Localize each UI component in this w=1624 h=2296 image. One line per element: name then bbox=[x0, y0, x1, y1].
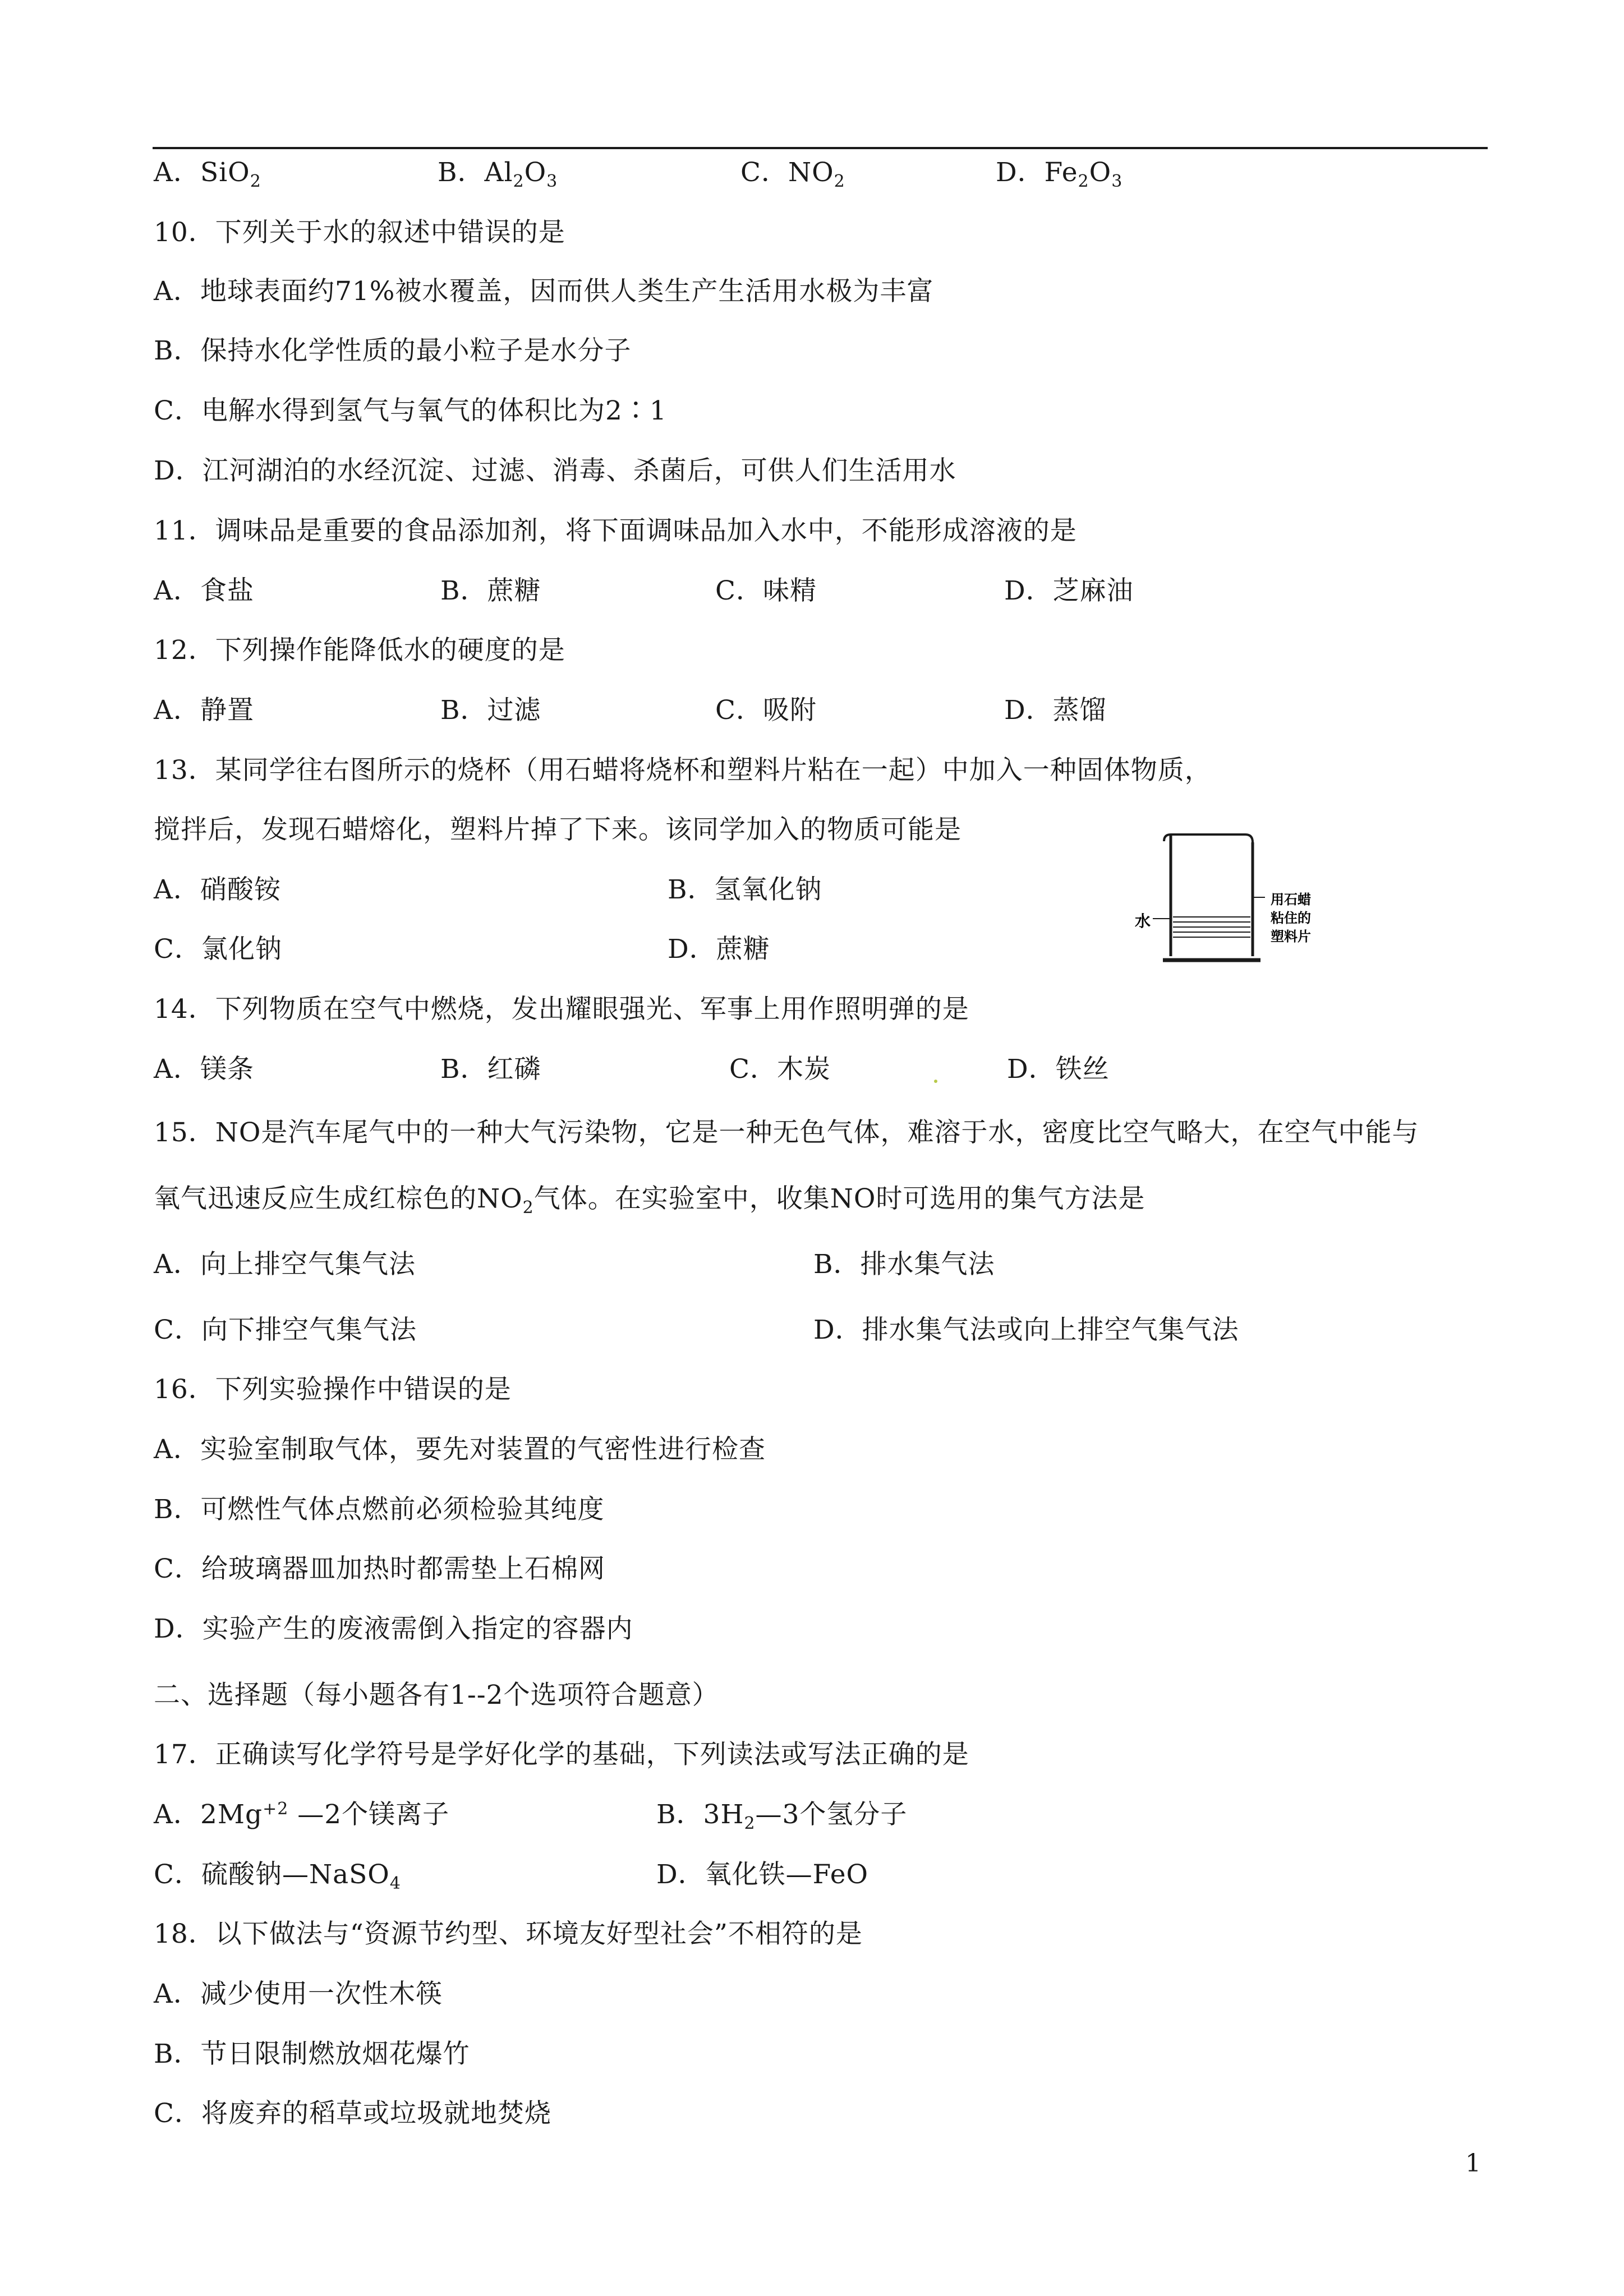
wax-label-line1: 用石蜡 bbox=[1271, 892, 1311, 907]
q11-option-b: B．蔗糖 bbox=[440, 575, 541, 606]
q16-option-b: B．可燃性气体点燃前必须检验其纯度 bbox=[154, 1494, 605, 1525]
q11-option-c: C．味精 bbox=[715, 575, 817, 606]
q18-option-a: A．减少使用一次性木筷 bbox=[154, 1979, 443, 2009]
page-number: 1 bbox=[1465, 2149, 1481, 2178]
q16-option-d: D．实验产生的废液需倒入指定的容器内 bbox=[154, 1613, 633, 1644]
q11-option-d: D．芝麻油 bbox=[1004, 575, 1134, 606]
q18-stem: 18．以下做法与“资源节约型、环境友好型社会”不相符的是 bbox=[154, 1919, 863, 1949]
q16-option-c: C．给玻璃器皿加热时都需垫上石棉网 bbox=[154, 1553, 605, 1584]
q14-option-d: D．铁丝 bbox=[1007, 1054, 1110, 1085]
q15-option-d: D．排水集气法或向上排空气集气法 bbox=[813, 1315, 1239, 1345]
q12-option-d: D．蒸馏 bbox=[1004, 695, 1107, 726]
q17-option-b: B．$3H_2—3$个氢分子 bbox=[656, 1799, 908, 1833]
q14-stem: 14．下列物质在空气中燃烧，发出耀眼强光、军事上用作照明弹的是 bbox=[154, 994, 969, 1025]
q11-option-a: A．食盐 bbox=[154, 575, 254, 606]
q12-option-b: B．过滤 bbox=[440, 695, 541, 726]
q17-option-a: A．$2Mg^{+2}$ —2个镁离子 bbox=[154, 1799, 450, 1830]
q13-stem-line1: 13．某同学往右图所示的烧杯（用石蜡将烧杯和塑料片粘在一起）中加入一种固体物质， bbox=[154, 755, 1212, 786]
q15-stem-line2: 氧气迅速反应生成红棕色的$NO_2$气体。在实验室中，收集NO时可选用的集气方法是 bbox=[154, 1183, 1145, 1218]
q15-stem-line1: 15．NO是汽车尾气中的一种大气污染物，它是一种无色气体，难溶于水，密度比空气略大，在空气中能与 bbox=[154, 1117, 1419, 1148]
wax-label-line2: 粘住的 bbox=[1271, 910, 1311, 926]
q9-option-b: B．$Al_2O_3$ bbox=[438, 157, 558, 191]
q13-option-d: D．蔗糖 bbox=[668, 934, 770, 965]
q10-option-c: C．电解水得到氢气与氧气的体积比为2∶1 bbox=[154, 395, 667, 426]
q12-option-c: C．吸附 bbox=[715, 695, 817, 726]
q10-option-b: B．保持水化学性质的最小粒子是水分子 bbox=[154, 335, 632, 366]
q13-option-b: B．氢氧化钠 bbox=[668, 874, 822, 905]
q17-option-d: D．氧化铁—FeO bbox=[656, 1859, 869, 1890]
q11-stem: 11．调味品是重要的食品添加剂，将下面调味品加入水中，不能形成溶液的是 bbox=[154, 515, 1077, 546]
section-2-heading: 二、选择题（每小题各有1--2个选项符合题意） bbox=[154, 1680, 719, 1711]
header-rule bbox=[153, 147, 1488, 149]
wax-label-line3: 塑料片 bbox=[1271, 929, 1311, 944]
q10-stem: 10．下列关于水的叙述中错误的是 bbox=[154, 217, 565, 248]
q13-option-a: A．硝酸铵 bbox=[154, 874, 281, 905]
q17-option-c: C．硫酸钠—NaSO$_4$ bbox=[154, 1859, 401, 1893]
q18-option-c: C．将废弃的稻草或垃圾就地焚烧 bbox=[154, 2098, 551, 2129]
q10-option-a: A．地球表面约71%被水覆盖，因而供人类生产生活用水极为丰富 bbox=[154, 276, 934, 307]
water-label: 水 bbox=[1135, 912, 1151, 930]
q9-option-c: C．$NO_2$ bbox=[740, 157, 845, 191]
q12-stem: 12．下列操作能降低水的硬度的是 bbox=[154, 635, 565, 666]
q13-option-c: C．氯化钠 bbox=[154, 934, 282, 965]
q15-option-c: C．向下排空气集气法 bbox=[154, 1315, 417, 1345]
q12-option-a: A．静置 bbox=[154, 695, 254, 726]
q14-option-b: B．红磷 bbox=[440, 1054, 541, 1085]
beaker-figure bbox=[1130, 830, 1377, 976]
q9-option-a: A．SiO$_2$ bbox=[154, 157, 261, 191]
q10-option-d: D．江河湖泊的水经沉淀、过滤、消毒、杀菌后，可供人们生活用水 bbox=[154, 455, 956, 486]
q16-option-a: A．实验室制取气体，要先对装置的气密性进行检查 bbox=[154, 1434, 766, 1465]
q16-stem: 16．下列实验操作中错误的是 bbox=[154, 1374, 512, 1405]
scan-dot bbox=[934, 1080, 937, 1083]
q15-option-a: A．向上排空气集气法 bbox=[154, 1249, 416, 1280]
q15-option-b: B．排水集气法 bbox=[813, 1249, 995, 1280]
q14-option-c: C．木炭 bbox=[729, 1054, 831, 1085]
q14-option-a: A．镁条 bbox=[154, 1054, 254, 1085]
q18-option-b: B．节日限制燃放烟花爆竹 bbox=[154, 2039, 470, 2069]
q9-option-d: D．$Fe_2O_3$ bbox=[996, 157, 1123, 191]
q13-stem-line2: 搅拌后，发现石蜡熔化，塑料片掉了下来。该同学加入的物质可能是 bbox=[154, 814, 961, 845]
q17-stem: 17．正确读写化学符号是学好化学的基础，下列读法或写法正确的是 bbox=[154, 1739, 969, 1770]
